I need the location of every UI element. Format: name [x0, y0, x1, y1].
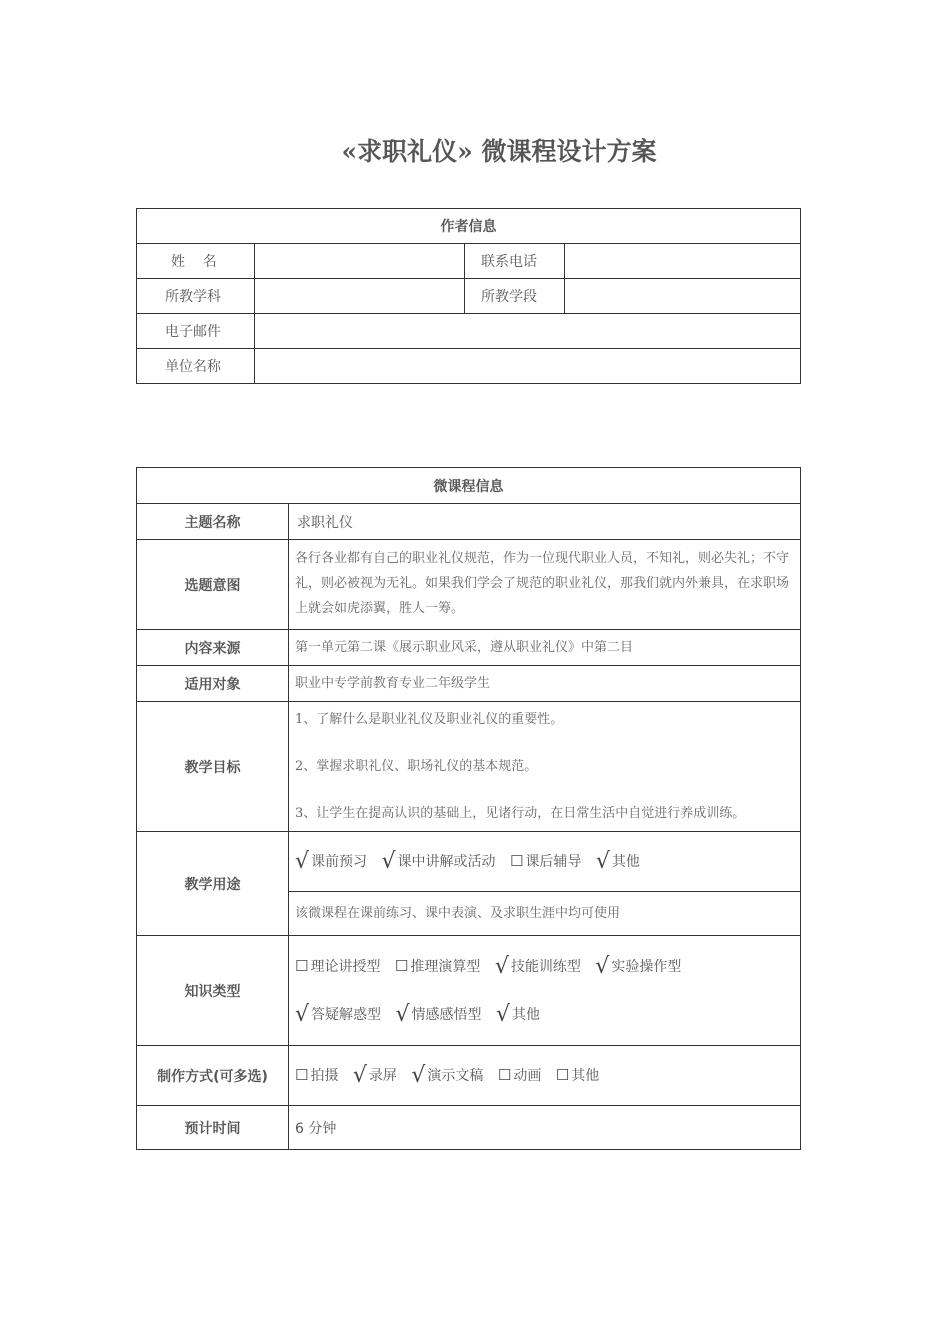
method-option-filming[interactable]: ☐ 拍摄	[295, 1066, 339, 1084]
name-field[interactable]	[255, 244, 465, 279]
knowledge-option-theory[interactable]: ☐ 理论讲授型	[295, 957, 381, 975]
check-mark-icon: √	[595, 849, 610, 874]
time-value: 6 分钟	[289, 1106, 801, 1150]
method-label: 制作方式(可多选)	[137, 1046, 289, 1106]
course-info-header: 微课程信息	[137, 468, 801, 504]
empty-checkbox-icon: ☐	[394, 957, 409, 975]
source-value: 第一单元第二课《展示职业风采，遵从职业礼仪》中第二目	[289, 630, 801, 666]
author-info-header: 作者信息	[137, 209, 801, 244]
goals-label: 教学目标	[137, 702, 289, 832]
time-label: 预计时间	[137, 1106, 289, 1150]
subject-field[interactable]	[255, 279, 465, 314]
method-option-other[interactable]: ☐ 其他	[555, 1066, 600, 1084]
subject-label: 所教学科	[137, 279, 255, 314]
intent-label: 选题意图	[137, 540, 289, 630]
method-option-screen-record[interactable]: √ 录屏	[352, 1063, 397, 1088]
use-note: 该微课程在课前练习、课中表演、及求职生涯中均可使用	[289, 892, 801, 936]
check-mark-icon: √	[295, 1002, 310, 1027]
intent-value: 各行各业都有自己的职业礼仪规范，作为一位现代职业人员，不知礼，则必失礼；不守礼，则必被视为无礼。如果我们学会了规范的职业礼仪，那我们就内外兼具，在求职场上就会如虎添翼，胜人一筹。	[289, 540, 801, 630]
use-options	[289, 832, 801, 892]
goals-list	[289, 702, 801, 832]
check-mark-icon: √	[352, 1063, 367, 1088]
goal-item: 1、了解什么是职业礼仪及职业礼仪的重要性。	[295, 712, 564, 727]
email-field[interactable]	[255, 314, 801, 349]
source-label: 内容来源	[137, 630, 289, 666]
course-info-table	[136, 467, 801, 1150]
use-option-after-class[interactable]: ☐ 课后辅导	[509, 852, 582, 870]
empty-checkbox-icon: ☐	[295, 1066, 309, 1084]
knowledge-option-reasoning[interactable]: ☐ 推理演算型	[394, 957, 481, 975]
author-info-table	[136, 208, 801, 384]
audience-value: 职业中专学前教育专业二年级学生	[289, 666, 801, 702]
name-label: 姓 名	[137, 244, 255, 279]
check-mark-icon: √	[495, 1002, 510, 1027]
email-label: 电子邮件	[137, 314, 255, 349]
page-title: «求职礼仪» 微课程设计方案	[341, 137, 657, 166]
stage-label: 所教学段	[465, 279, 565, 314]
unit-field[interactable]	[255, 349, 801, 384]
knowledge-option-skill[interactable]: √ 技能训练型	[494, 954, 581, 979]
method-option-animation[interactable]: ☐ 动画	[497, 1066, 542, 1084]
knowledge-option-emotion[interactable]: √ 情感感悟型	[395, 1002, 482, 1027]
stage-field[interactable]	[565, 279, 801, 314]
unit-label: 单位名称	[137, 349, 255, 384]
knowledge-label: 知识类型	[137, 936, 289, 1046]
topic-value: 求职礼仪	[289, 504, 801, 540]
empty-checkbox-icon: ☐	[555, 1066, 570, 1084]
knowledge-option-other[interactable]: √ 其他	[495, 1002, 540, 1027]
goal-item: 3、让学生在提高认识的基础上，见诸行动，在日常生活中自觉进行养成训练。	[295, 806, 746, 821]
empty-checkbox-icon: ☐	[509, 852, 524, 870]
topic-label: 主题名称	[137, 504, 289, 540]
empty-checkbox-icon: ☐	[295, 957, 309, 975]
use-option-preview[interactable]: √ 课前预习	[295, 849, 368, 874]
method-option-slides[interactable]: √ 演示文稿	[411, 1063, 484, 1088]
phone-label: 联系电话	[465, 244, 565, 279]
check-mark-icon: √	[411, 1063, 426, 1088]
empty-checkbox-icon: ☐	[497, 1066, 512, 1084]
use-option-in-class[interactable]: √ 课中讲解或活动	[381, 849, 496, 874]
check-mark-icon: √	[381, 849, 396, 874]
goal-item: 2、掌握求职礼仪、职场礼仪的基本规范。	[295, 759, 538, 774]
audience-label: 适用对象	[137, 666, 289, 702]
use-option-other[interactable]: √ 其他	[595, 849, 640, 874]
knowledge-option-qa[interactable]: √ 答疑解惑型	[295, 1002, 382, 1027]
method-options	[289, 1046, 801, 1106]
phone-field[interactable]	[565, 244, 801, 279]
knowledge-option-experiment[interactable]: √ 实验操作型	[595, 954, 682, 979]
knowledge-options	[289, 936, 801, 1046]
check-mark-icon: √	[295, 849, 310, 874]
use-label: 教学用途	[137, 832, 289, 936]
check-mark-icon: √	[494, 954, 509, 979]
check-mark-icon: √	[395, 1002, 410, 1027]
check-mark-icon: √	[595, 954, 610, 979]
